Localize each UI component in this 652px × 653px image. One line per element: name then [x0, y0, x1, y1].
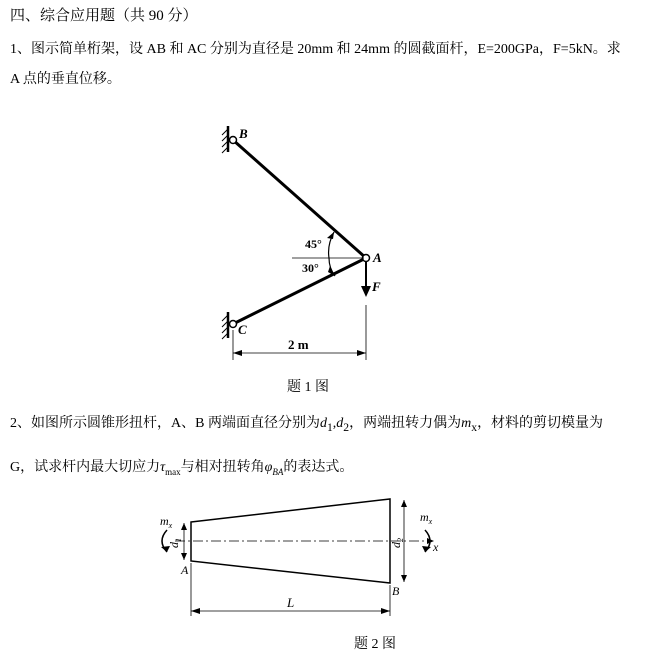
q2-line1-mid: ，两端扭转力偶为: [349, 416, 462, 431]
label-d1: $d_1$: [167, 538, 183, 548]
symbol-d2-sub: 2: [343, 420, 350, 434]
section-title: 四、综合应用题（共 90 分）: [10, 8, 198, 24]
label-c: C: [238, 322, 247, 337]
label-b: B: [239, 126, 248, 141]
symbol-d1: d: [319, 416, 327, 431]
symbol-mx-sub: x: [471, 420, 478, 434]
symbol-phi-sub: BA: [272, 466, 284, 477]
label-d2: $d_2$: [389, 538, 405, 548]
symbol-d2: d: [336, 416, 344, 431]
d2-arrow-bottom: [401, 575, 407, 582]
symbol-d1-sub: 1: [326, 420, 333, 434]
label-mx-left: $m_x$: [160, 514, 173, 530]
q2-line1-post: ，材料的剪切模量为: [477, 416, 604, 431]
label-a-shaft: A: [181, 563, 189, 577]
label-mx-right: $m_x$: [420, 510, 433, 526]
symbol-phi: φ: [264, 460, 273, 475]
figure-2-caption: 题 2 图: [354, 637, 396, 652]
q1-text-line1: 1、图示简单桁架，设 AB 和 AC 分别为直径是 20mm 和 24mm 的圆截面杆，E=200GPa，F=5kN。求: [10, 42, 621, 57]
q2-line2-mid: 与相对扭转角: [180, 460, 265, 475]
label-b-shaft: B: [392, 584, 400, 598]
q2-line2-pre: G，试求杆内最大切应力: [10, 460, 161, 475]
label-angle-45: 45°: [305, 237, 322, 251]
l-arrow-left: [191, 608, 200, 614]
symbol-tau-sub: max: [165, 466, 181, 477]
symbol-mx: m: [461, 416, 472, 431]
symbol-comma: ,: [332, 416, 337, 431]
q2-line2-post: 的表达式。: [283, 460, 354, 475]
d1-arrow-top: [181, 523, 187, 530]
l-arrow-right: [381, 608, 390, 614]
figure-1-caption: 题 1 图: [287, 380, 329, 395]
q2-line1-pre: 2、如图所示圆锥形扭杆，A、B 两端面直径分别为: [10, 416, 320, 431]
d2-arrow-top: [401, 500, 407, 507]
label-a: A: [373, 250, 382, 265]
symbol-tau: τ: [160, 460, 166, 475]
label-angle-30: 30°: [302, 261, 319, 275]
d1-arrow-bottom: [181, 553, 187, 560]
label-dimension: 2 m: [288, 337, 309, 352]
label-f: F: [372, 279, 381, 294]
q1-text-line2: A 点的垂直位移。: [10, 72, 121, 87]
label-x-axis: x: [433, 540, 439, 554]
label-l: L: [287, 595, 295, 610]
